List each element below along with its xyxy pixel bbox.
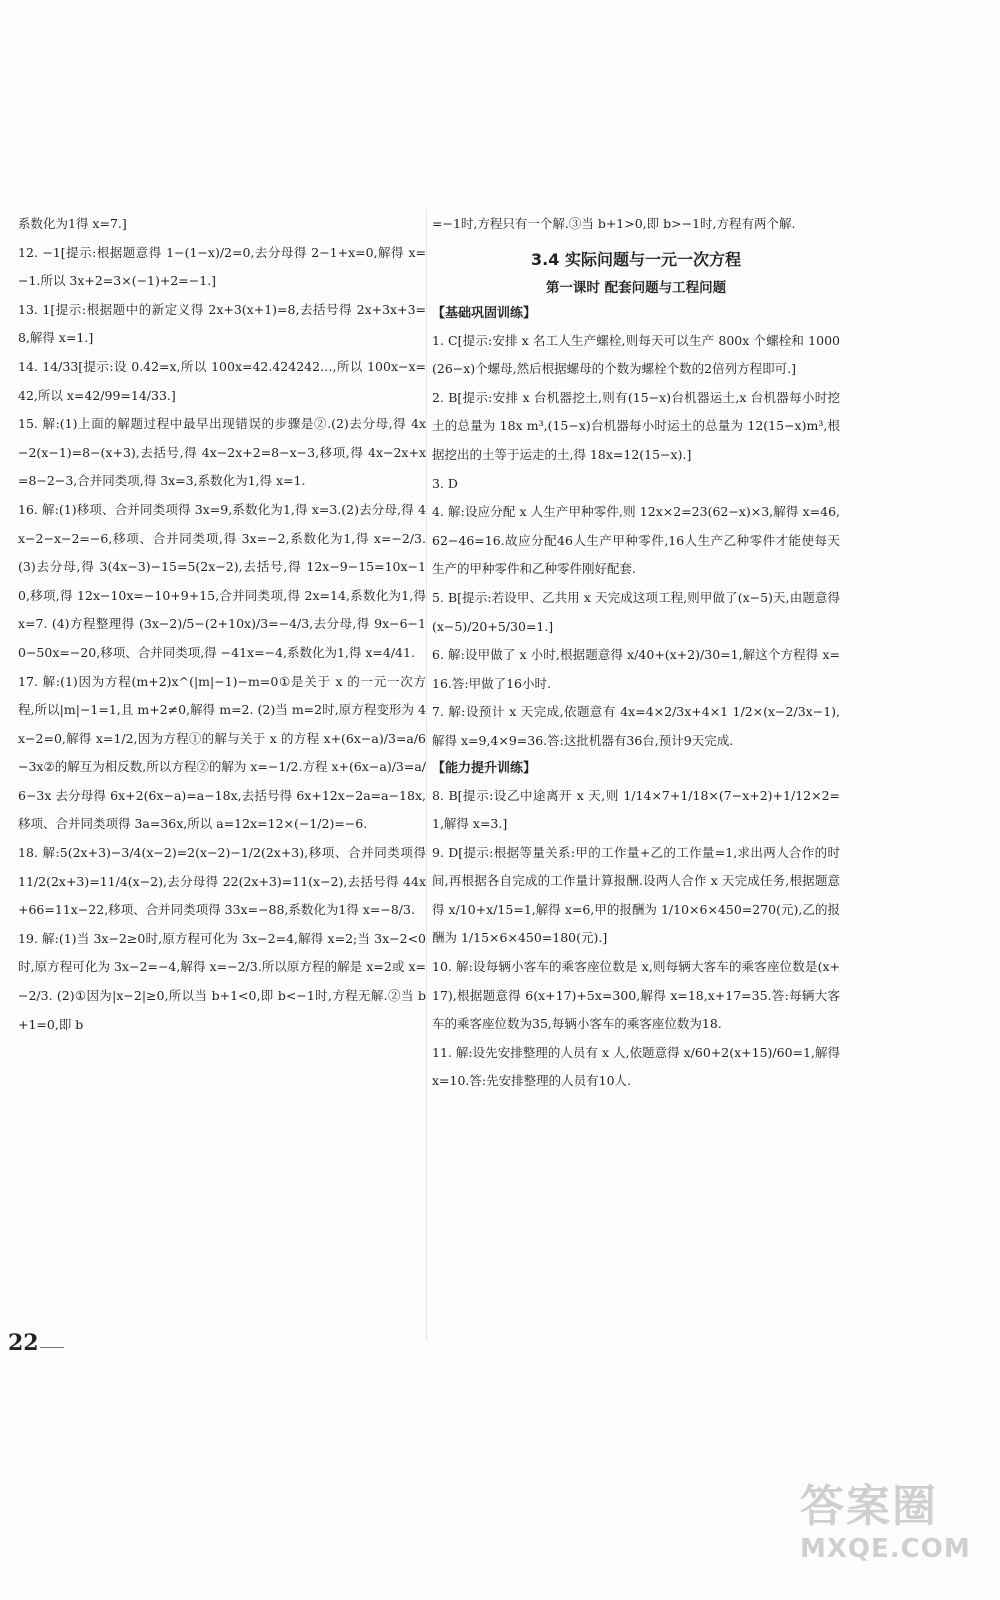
- right-column: [432, 210, 840, 1096]
- answer-11: 11. 解:设先安排整理的人员有 x 人,依题意得 x/60+2(x+15)/60=1,解得 x=10.答:先安排整理的人员有10人.: [432, 1044, 840, 1089]
- page-number: 22: [8, 1330, 39, 1356]
- column-divider: [426, 210, 427, 1340]
- section-title: 3.4 实际问题与一元一次方程: [531, 249, 741, 269]
- answer-19: 19. 解:(1)当 3x−2≥0时,原方程可化为 3x−2=4,解得 x=2;当 3x−2<0时,原方程可化为 3x−2=−4,解得 x=−2/3.所以原方程的解是 x=2或 x=−2/3. (2)①因为|x−2|≥0,所以当 b+1<0,即 b<−1时,方程无解.②当 b+1=0,即 b: [18, 930, 426, 1032]
- answer-7: 7. 解:设预计 x 天完成,依题意有 4x=4×2/3x+4×1 1/2×(x−2/3x−1),解得 x=9,4×9=36.答:这批机器有36台,预计9天完成.: [432, 704, 840, 748]
- answer-3: 3. D: [432, 475, 458, 491]
- left-column: [18, 210, 426, 1039]
- answer-5: 5. B[提示:若设甲、乙共用 x 天完成这项工程,则甲做了(x−5)天,由题意得 (x−5)/20+5/30=1.]: [432, 589, 840, 634]
- answer-13: 13. 1[提示:根据题中的新定义得 2x+3(x+1)=8,去括号得 2x+3x+3=8,解得 x=1.]: [18, 301, 426, 346]
- answer-12: 12. −1[提示:根据题意得 1−(1−x)/2=0,去分母得 2−1+x=0,解得 x=−1.所以 3x+2=3×(−1)+2=−1.]: [18, 244, 426, 289]
- answer-16: 16. 解:(1)移项、合并同类项得 3x=9,系数化为1,得 x=3.(2)去分母,得 4x−2−x−2=−6,移项、合并同类项,得 3x=−2,系数化为1,得 x=−2/3. (3)去分母,得 3(4x−3)−15=5(2x−2),去括号,得 12x−9−15=10x−10,移项,得 12x−10x=−10+9+15,合并同类项,得 2x=14,系数化为1,得 x=7. (4)方程整理得 (3x−2)/5−(2+10x)/3=−4/3,去分母,得 9x−6−10−50x=−20,移项、合并同类项,得 −41x=−4,系数化为1,得 x=4/41.: [18, 501, 426, 660]
- answer-17: 17. 解:(1)因为方程(m+2)x^(|m|−1)−m=0①是关于 x 的一元一次方程,所以|m|−1=1,且 m+2≠0,解得 m=2. (2)当 m=2时,原方程变形为 4x−2=0,解得 x=1/2,因为方程①的解与关于 x 的方程 x+(6x−a)/3=a/6−3x②的解互为相反数,所以方程②的解为 x=−1/2.方程 x+(6x−a)/3=a/6−3x 去分母得 6x+2(6x−a)=a−18x,去括号得 6x+12x−2a=a−18x,移项、合并同类项得 3a=36x,所以 a=12x=12×(−1/2)=−6.: [18, 673, 426, 832]
- page-number-rule: [40, 1347, 64, 1348]
- answer-6: 6. 解:设甲做了 x 小时,根据题意得 x/40+(x+2)/30=1,解这个方程得 x=16.答:甲做了16小时.: [432, 647, 840, 691]
- answer-1: 1. C[提示:安排 x 名工人生产螺栓,则每天可以生产 800x 个螺栓和 1000(26−x)个螺母,然后根据螺母的个数为螺栓个数的2倍列方程即可.]: [432, 332, 840, 377]
- basic-training-heading: 【基础巩固训练】: [432, 305, 537, 321]
- answer-9: 9. D[提示:根据等量关系:甲的工作量+乙的工作量=1,求出两人合作的时间,再根据各自完成的工作量计算报酬.设两人合作 x 天完成任务,根据题意得 x/10+x/15=1,解得 x=6,甲的报酬为 1/10×6×450=270(元),乙的报酬为 1/15×6×450=180(元).]: [432, 844, 840, 946]
- answer-14: 14. 14/33[提示:设 0.4̇2̇=x,所以 100x=42.424242…,所以 100x−x=42,所以 x=42/99=14/33.]: [18, 358, 426, 403]
- answer-15: 15. 解:(1)上面的解题过程中最早出现错误的步骤是②.(2)去分母,得 4x−2(x−1)=8−(x+3),去括号,得 4x−2x+2=8−x−3,移项,得 4x−2x+x=8−2−3,合并同类项,得 3x=3,系数化为1,得 x=1.: [18, 416, 426, 489]
- answer-18: 18. 解:5(2x+3)−3/4(x−2)=2(x−2)−1/2(2x+3),移项、合并同类项得 11/2(2x+3)=11/4(x−2),去分母得 22(2x+3)=11(x−2),去括号得 44x+66=11x−22,移项、合并同类项得 33x=−88,系数化为1得 x=−8/3.: [18, 845, 426, 918]
- watermark-url: MXQE.COM: [800, 1534, 971, 1564]
- answer-4: 4. 解:设应分配 x 人生产甲种零件,则 12x×2=23(62−x)×3,解得 x=46,62−46=16.故应分配46人生产甲种零件,16人生产乙种零件才能使每天生产的甲种零件和乙种零件刚好配套.: [432, 504, 840, 577]
- watermark-logo: 答案圈: [800, 1481, 938, 1532]
- answer-19-tail: =−1时,方程只有一个解.③当 b+1>0,即 b>−1时,方程有两个解.: [432, 216, 796, 231]
- watermark: [800, 1470, 990, 1590]
- answer-11-tail: 系数化为1得 x=7.]: [18, 216, 127, 231]
- advanced-training-heading: 【能力提升训练】: [432, 760, 537, 776]
- answer-8: 8. B[提示:设乙中途离开 x 天,则 1/14×7+1/18×(7−x+2)+1/12×2=1,解得 x=3.]: [432, 787, 840, 832]
- answer-2: 2. B[提示:安排 x 台机器挖土,则有(15−x)台机器运土,x 台机器每小时挖土的总量为 18x m³,(15−x)台机器每小时运土的总量为 12(15−x)m³,根据挖出的土等于运走的土,得 18x=12(15−x).]: [432, 389, 840, 462]
- lesson-title: 第一课时 配套问题与工程问题: [545, 279, 727, 296]
- answer-10: 10. 解:设每辆小客车的乘客座位数是 x,则每辆大客车的乘客座位数是(x+17),根据题意得 6(x+17)+5x=300,解得 x=18,x+17=35.答:每辆大客车的乘客座位数为35,每辆小客车的乘客座位数为18.: [432, 959, 840, 1032]
